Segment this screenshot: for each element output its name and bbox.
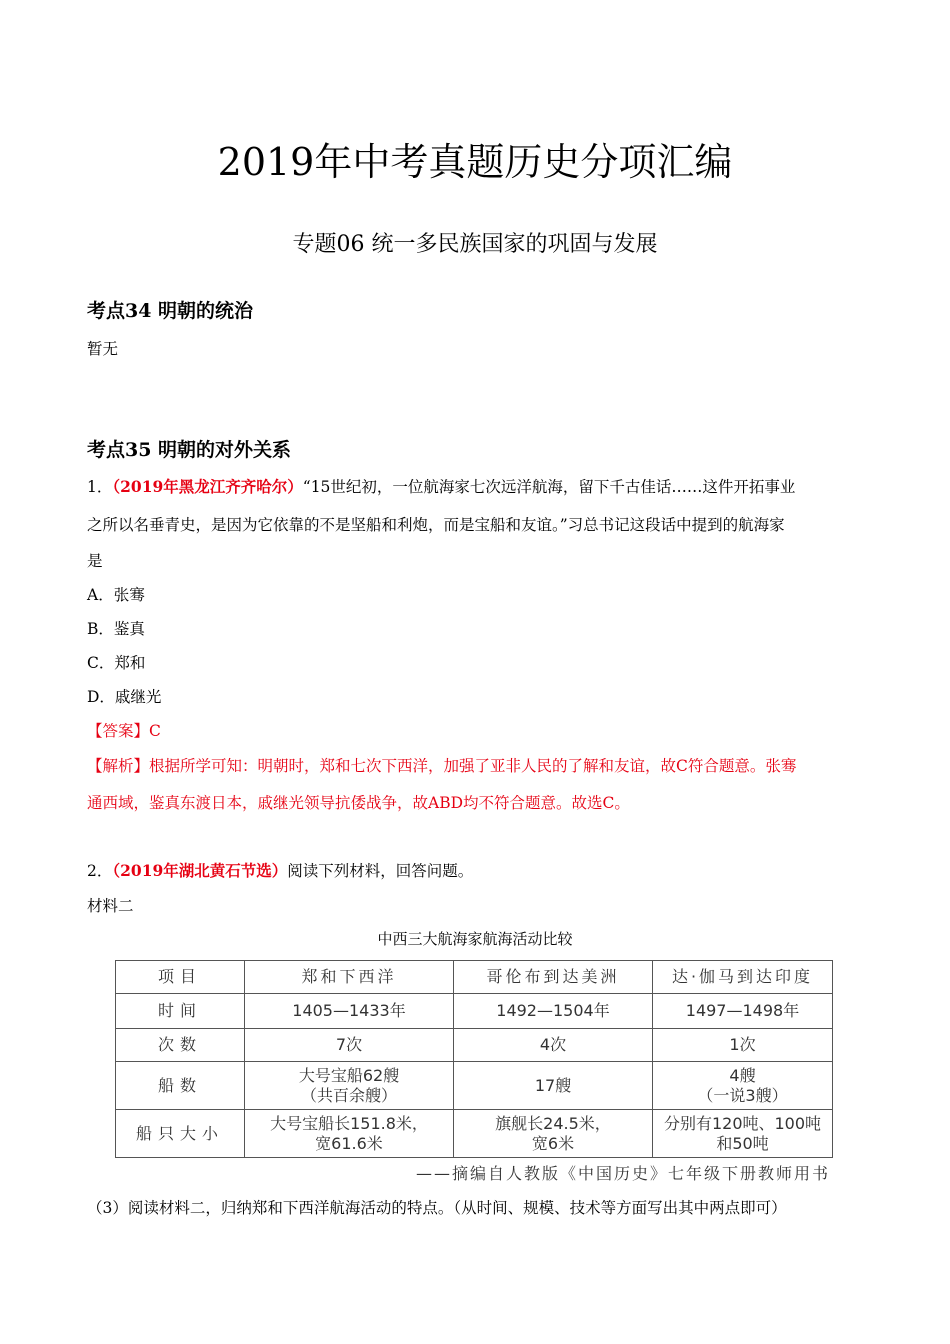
option-c: C．郑和 (87, 654, 146, 672)
cell-line: 大号宝船长151.8米， (270, 1113, 428, 1133)
table-row (116, 1110, 833, 1158)
table-cell (454, 1062, 653, 1110)
cell-line: 分别有120吨、100吨 (663, 1113, 822, 1133)
option-b: B．鉴真 (87, 620, 145, 638)
question-1-line-3: 是 (87, 552, 103, 570)
table-cell: 1405—1433年 (245, 994, 454, 1029)
question-stem: “15世纪初，一位航海家七次远洋航海，留下千古佳话……这件开拓事业 (302, 478, 796, 496)
cell-line: 旗舰长24.5米， (495, 1113, 611, 1133)
table-cell (653, 1062, 833, 1110)
table-header-cell: 达·伽马到达印度 (653, 961, 833, 994)
row-label: 船数 (116, 1062, 245, 1110)
page-title: 2019年中考真题历史分项汇编 (217, 140, 733, 184)
table-cell (454, 1110, 653, 1158)
table-header-cell: 郑和下西洋 (245, 961, 454, 994)
table-cell (653, 1110, 833, 1158)
cell-line: （一说3艘） (697, 1085, 788, 1105)
table-header-cell: 哥伦布到达美洲 (454, 961, 653, 994)
answer (87, 714, 863, 748)
question-stem: 阅读下列材料，回答问题。 (287, 862, 474, 880)
row-label: 次数 (116, 1029, 245, 1062)
table-row (116, 994, 833, 1029)
table-row (116, 1062, 833, 1110)
question-source: （2019年黑龙江齐齐哈尔） (112, 477, 303, 496)
cell-line: 宽6米 (531, 1133, 575, 1153)
analysis-text: 根据所学可知：明朝时，郑和七次下西洋，加强了亚非人民的了解和友谊，故C符合题意。张骞 (149, 757, 797, 775)
table-row (116, 1029, 833, 1062)
analysis-line-2: 通西域，鉴真东渡日本，戚继光领导抗倭战争，故ABD均不符合题意。故选C。 (87, 794, 630, 812)
cell-line: 17艘 (534, 1075, 572, 1095)
table-caption: 中西三大航海家航海活动比较 (377, 930, 573, 948)
page-subtitle: 专题06 统一多民族国家的巩固与发展 (292, 232, 658, 257)
question-2-sub-3: （3）阅读材料二，归纳郑和下西洋航海活动的特点。（从时间、规模、技术等方面写出其中两点即可） (87, 1199, 787, 1217)
cell-line: 大号宝船62艘 (298, 1065, 400, 1085)
analysis-line-1 (87, 749, 863, 783)
table-header-row (116, 961, 833, 994)
cell-line: 4艘 (729, 1065, 756, 1085)
row-label: 船只大小 (116, 1110, 245, 1158)
question-2-line-1 (87, 854, 863, 888)
section-34-content: 暂无 (87, 340, 119, 358)
row-label: 时间 (116, 994, 245, 1029)
table-source: ——摘编自人教版《中国历史》七年级下册教师用书 (415, 1164, 830, 1183)
answer-value: C (149, 722, 161, 740)
question-number: 1． (87, 478, 113, 496)
comparison-table (115, 960, 833, 1158)
option-d: D．戚继光 (87, 688, 162, 706)
table-cell: 7次 (245, 1029, 454, 1062)
table-header-cell: 项目 (116, 961, 245, 994)
question-1-line-1 (87, 470, 863, 504)
option-a: A．张骞 (87, 586, 145, 604)
question-number: 2． (87, 862, 113, 880)
question-source: （2019年湖北黄石节选） (112, 861, 288, 880)
answer-label: 【答案】 (87, 722, 150, 740)
table-cell: 1次 (653, 1029, 833, 1062)
analysis-label: 【解析】 (87, 757, 150, 775)
table-cell: 1492—1504年 (454, 994, 653, 1029)
table-cell (245, 1110, 454, 1158)
table-cell (245, 1062, 454, 1110)
cell-line: 宽61.6米 (315, 1133, 383, 1153)
question-1-line-2: 之所以名垂青史，是因为它依靠的不是坚船和利炮，而是宝船和友谊。”习总书记这段话中提到的航海家 (87, 516, 785, 534)
table-cell: 4次 (454, 1029, 653, 1062)
cell-line: （共百余艘） (300, 1085, 397, 1105)
table-cell: 1497—1498年 (653, 994, 833, 1029)
cell-line: 和50吨 (716, 1133, 769, 1153)
material-label: 材料二 (87, 897, 134, 915)
section-35-heading: 考点35 明朝的对外关系 (87, 439, 292, 461)
section-34-heading: 考点34 明朝的统治 (87, 300, 254, 322)
